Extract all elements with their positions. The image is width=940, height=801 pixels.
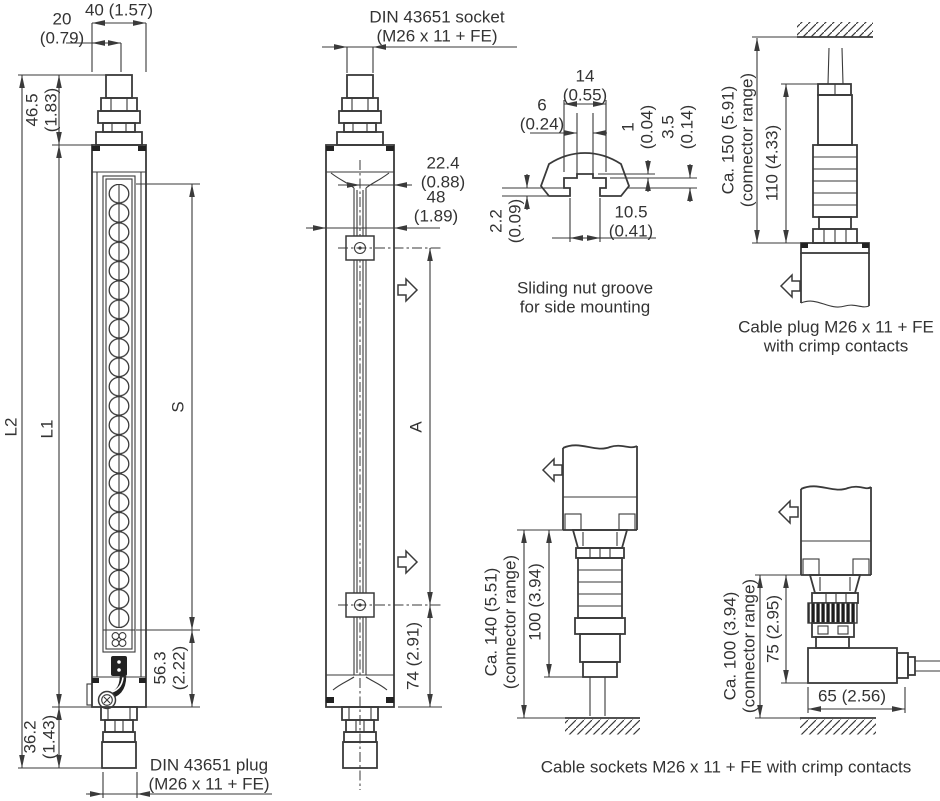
dim-label-L2: L2 [1, 417, 21, 437]
direction-arrow-icon [543, 459, 562, 481]
dim-label-6-mm: 6 [537, 95, 547, 115]
cable-plug-caption-line2: with crimp contacts [763, 336, 909, 355]
dim-label-ca150 [719, 73, 756, 207]
din-plug-label [148, 756, 269, 793]
dim-label-ca140 [482, 555, 519, 689]
dim-label-10-5-in: (0.41) [608, 221, 654, 240]
direction-arrow-icon [781, 275, 800, 297]
dim-label-ca150-value: Ca. 150 (5.91) [718, 85, 738, 195]
groove-caption [517, 279, 653, 316]
dim-label-6-in: (0.24) [519, 114, 565, 133]
din-socket-label-line1: DIN 43651 socket [369, 7, 505, 27]
dim-label-3-5-mm: 3.5 [658, 115, 678, 139]
dim-label-36-2-in: (1.43) [39, 714, 58, 760]
dim-label-20 [40, 10, 84, 47]
dim-label-48-in: (1.89) [413, 206, 459, 225]
dim-label-S: S [168, 401, 188, 413]
din-socket-label [369, 8, 504, 45]
dim-label-46-5-mm: 46.5 [22, 93, 42, 127]
dim-label-14 [563, 67, 607, 104]
dim-label-74: 74 (2.91) [403, 621, 423, 691]
groove-caption-line2: for side mounting [519, 297, 651, 316]
dim-label-22-4-in: (0.88) [420, 172, 466, 191]
dim-label-14-in: (0.55) [562, 85, 608, 104]
dim-label-40: 40 (1.57) [84, 0, 154, 20]
side-view-drawing [87, 75, 146, 768]
dim-label-3-5-in: (0.14) [677, 104, 696, 150]
dim-label-36-2-mm: 36.2 [20, 720, 40, 754]
dim-label-1-in: (0.04) [637, 104, 656, 150]
dim-label-36-2 [21, 715, 58, 759]
dim-label-ca140-note: (connector range) [500, 554, 519, 690]
dim-label-48 [414, 188, 458, 225]
dim-label-75: 75 (2.95) [763, 594, 783, 664]
dim-label-48-mm: 48 [426, 187, 446, 207]
groove-caption-line1: Sliding nut groove [516, 278, 654, 298]
direction-arrow-icon [398, 279, 417, 301]
dim-label-1 [619, 105, 656, 149]
dim-label-ca100-value: Ca. 100 (3.94) [720, 591, 740, 701]
cable-sockets-caption: Cable sockets M26 x 11 + FE with crimp contacts [540, 757, 912, 777]
dim-label-2-2-mm: 2.2 [486, 209, 506, 233]
dim-label-46-5 [23, 88, 60, 132]
dim-label-110: 110 (4.33) [762, 124, 782, 202]
dim-label-100: 100 (3.94) [525, 563, 545, 641]
dim-label-1-mm: 1 [618, 122, 638, 132]
dim-label-20-in: (0.79) [39, 28, 85, 47]
dim-label-3-5 [659, 105, 696, 149]
dim-label-ca140-value: Ca. 140 (5.51) [481, 567, 501, 677]
din-socket-label-line2: (M26 x 11 + FE) [376, 26, 498, 45]
din-plug-label-line2: (M26 x 11 + FE) [148, 774, 270, 793]
dim-label-56-3 [151, 646, 188, 690]
ground-hatch [800, 720, 876, 735]
direction-arrow-icon [779, 501, 798, 523]
dim-label-22-4 [421, 154, 465, 191]
dim-label-ca150-note: (connector range) [737, 72, 756, 208]
dim-label-56-3-in: (2.22) [169, 645, 188, 691]
ceiling-hatch [797, 22, 873, 37]
dim-label-20-mm: 20 [52, 9, 72, 29]
cable-plug-caption [738, 318, 934, 355]
ground-hatch [565, 720, 640, 735]
cable-plug-caption-line1: Cable plug M26 x 11 + FE [738, 317, 934, 337]
dim-label-A: A [406, 421, 426, 433]
dim-label-2-2 [487, 199, 524, 243]
dim-label-2-2-in: (0.09) [505, 198, 524, 244]
dim-label-14-mm: 14 [575, 66, 595, 86]
direction-arrow-icon [398, 551, 417, 573]
dim-label-46-5-in: (1.83) [41, 87, 60, 133]
dim-label-6 [520, 96, 564, 133]
dim-label-L1: L1 [37, 419, 57, 439]
dim-label-22-4-mm: 22.4 [426, 153, 460, 173]
dim-label-10-5 [609, 203, 653, 240]
din-plug-label-line1: DIN 43651 plug [149, 755, 269, 775]
dim-label-65: 65 (2.56) [817, 686, 887, 706]
dim-label-ca100 [721, 579, 758, 713]
dim-label-56-3-mm: 56.3 [150, 651, 170, 685]
dim-label-10-5-mm: 10.5 [614, 202, 648, 222]
dim-label-ca100-note: (connector range) [739, 578, 758, 714]
